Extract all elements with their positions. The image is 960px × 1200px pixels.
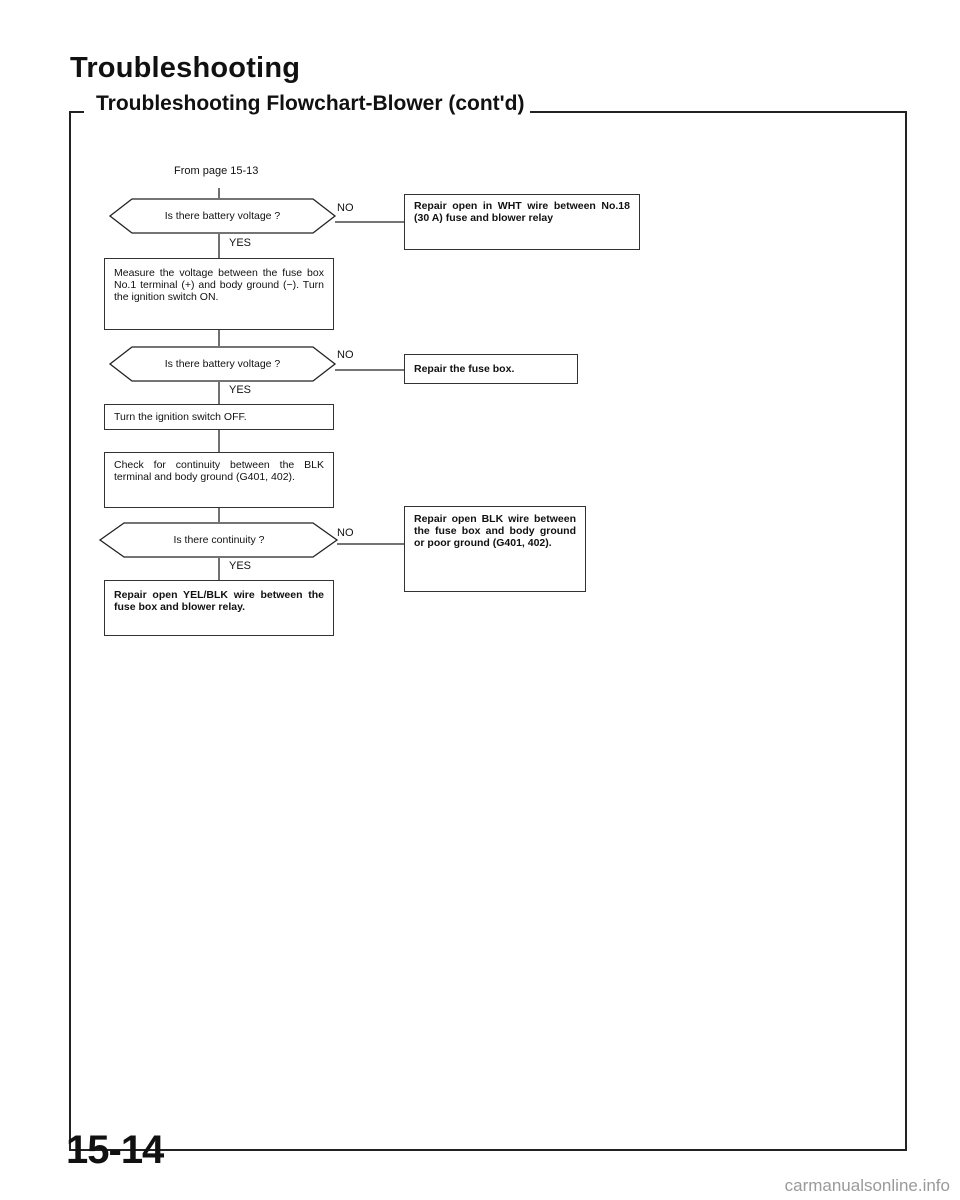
no-label-3: NO <box>337 527 354 539</box>
ignition-off-box: Turn the ignition switch OFF. <box>104 404 334 430</box>
repair-yelblk-box: Repair open YEL/BLK wire between the fuse box and blower relay. <box>104 580 334 636</box>
yes-label-2: YES <box>229 384 252 396</box>
yes-label-3: YES <box>229 560 252 572</box>
section-title: Troubleshooting Flowchart-Blower (cont'd) <box>90 92 530 116</box>
repair-fusebox-box: Repair the fuse box. <box>404 354 578 384</box>
page-title: Troubleshooting <box>70 52 301 84</box>
decision-2-label: Is there battery voltage ? <box>164 358 281 370</box>
measure-voltage-box: Measure the voltage between the fuse box No.1 terminal (+) and body ground (−). Turn the ignition switch ON. <box>104 258 334 330</box>
repair-wht-box: Repair open in WHT wire between No.18 (30 A) fuse and blower relay <box>404 194 640 250</box>
yes-label-1: YES <box>229 237 252 249</box>
check-continuity-box: Check for continuity between the BLK terminal and body ground (G401, 402). <box>104 452 334 508</box>
decision-3-label: Is there continuity ? <box>173 534 265 546</box>
no-label-1: NO <box>337 202 354 214</box>
watermark: carmanualsonline.info <box>784 1176 950 1195</box>
page-number: 15-14 <box>66 1128 164 1172</box>
from-page-label: From page 15-13 <box>174 165 259 177</box>
repair-blk-box: Repair open BLK wire between the fuse box and body ground or poor ground (G401, 402). <box>404 506 586 592</box>
decision-1-label: Is there battery voltage ? <box>164 210 281 222</box>
no-label-2: NO <box>337 349 354 361</box>
